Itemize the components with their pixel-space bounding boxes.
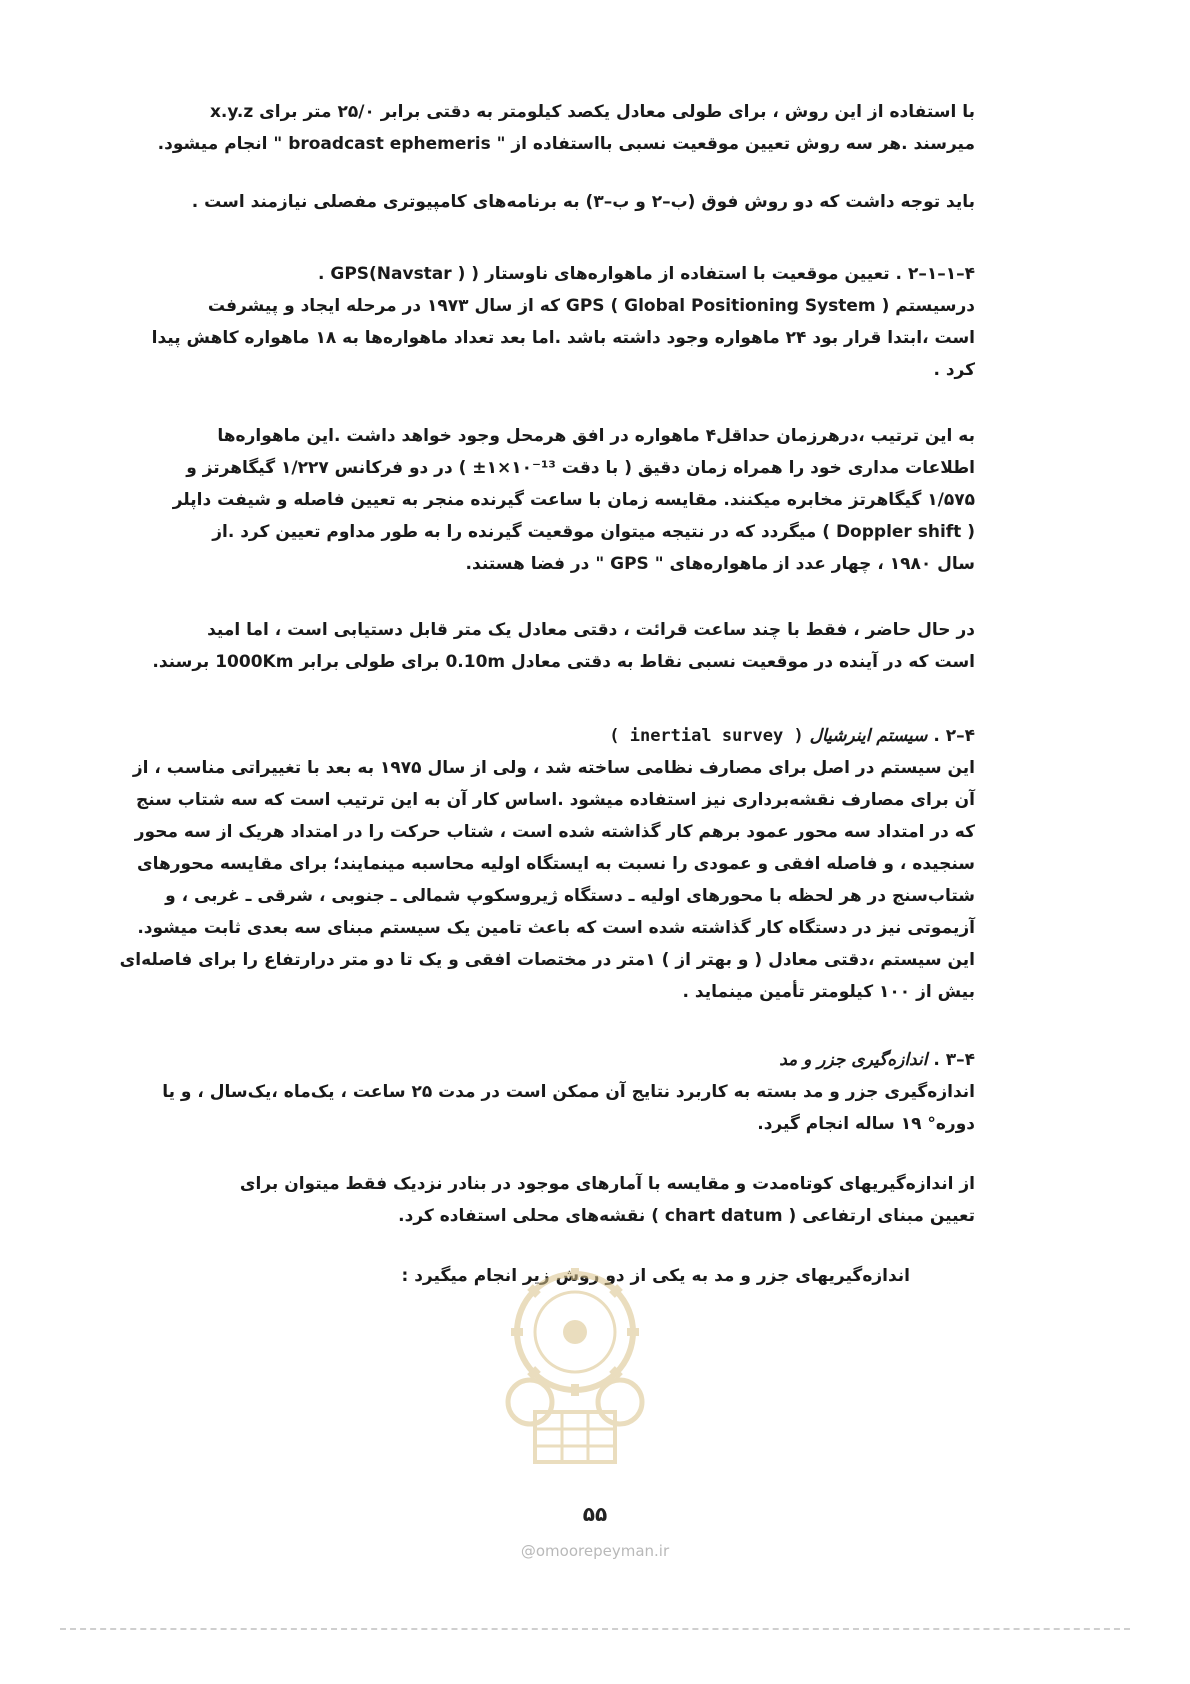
heading-title: سیستم اینرشیال: [809, 726, 928, 746]
paragraph-line: از اندازه‌گیریهای کوتاه‌مدت و مقایسه با آمارهای موجود در بنادر نزدیک فقط میتوان برای: [239, 1174, 975, 1194]
paragraph-satellite-visibility: [172, 420, 975, 580]
paragraph-line: درسیستم GPS ( Global Positioning System ) که از سال ۱۹۷۳ در مرحله ایجاد و پیشرفت: [207, 296, 975, 316]
paragraph-line: این سیستم ،دقتی معادل ( و بهتر از ) ۱متر در مختصات افقی و یک تا دو متر درارتفاع را برای فاصله‌ای: [119, 950, 975, 970]
paragraph-line: باید توجه داشت که دو روش فوق (ب–۲ و ب–۳) به برنامه‌های کامپیوتری مفصلی نیازمند است .: [191, 192, 975, 212]
paragraph-line: آزیموتی نیز در دستگاه کار گذاشته شده است که باعث تامین یک سیستم مبنای سه بعدی ثابت میشود.: [137, 918, 975, 938]
section-heading-tide: [779, 1044, 975, 1076]
paragraph-line: دوره° ۱۹ ساله انجام گیرد.: [757, 1114, 975, 1134]
paragraph-line: اندازه‌گیریهای جزر و مد به یکی از دو روش زیر انجام میگیرد :: [401, 1266, 910, 1286]
heading-number: ۴–۳ .: [927, 1050, 975, 1070]
paragraph-relative-positioning: [157, 96, 975, 160]
paragraph-line: شتاب‌سنج در هر لحظه با محورهای اولیه ـ دستگاه ژیروسکوپ شمالی ـ جنوبی ، شرقی ـ غربی ، و: [165, 886, 975, 906]
paragraph-line: به این ترتیب ،درهرزمان حداقل۴ ماهواره در افق هرمحل وجود خواهد داشت .این ماهواره‌ها: [217, 426, 975, 446]
watermark-seal-icon: [490, 1262, 660, 1482]
paragraph-line: اندازه‌گیری جزر و مد بسته به کاربرد نتایج آن ممکن است در مدت ۲۵ ساعت ، یک‌ماه ،یک‌سال ، و یا: [162, 1082, 975, 1102]
paragraph-line: میرسند .هر سه روش تعیین موقعیت نسبی بااستفاده از " broadcast ephemeris " انجام میشود.: [157, 134, 975, 154]
paragraph-line: بیش از ۱۰۰ کیلومتر تأمین مینماید .: [682, 982, 975, 1002]
paragraph-line: که در امتداد سه محور عمود برهم کار گذاشته شده است ، شتاب حرکت را در امتداد هریک از سه محور: [134, 822, 975, 842]
paragraph-line: است ،ابتدا قرار بود ۲۴ ماهواره وجود داشته باشد .اما بعد تعداد ماهواره‌ها به ۱۸ ماهواره کاهش پیدا: [151, 328, 975, 348]
paragraph-line: در حال حاضر ، فقط با چند ساعت قرائت ، دقتی معادل یک متر قابل دستیابی است ، اما امید: [207, 620, 975, 640]
paragraph-line: آن برای مصارف نقشه‌برداری نیز استفاده میشود .اساس کار آن به این ترتیب است که سه شتاب سنج: [135, 790, 975, 810]
paragraph-inertial-system: [119, 752, 975, 1008]
paragraph-line: سال ۱۹۸۰ ، چهار عدد از ماهواره‌های " GPS " در فضا هستند.: [465, 554, 975, 574]
watermark-url: @omoorepeyman.ir: [520, 1542, 670, 1560]
heading-english: ( inertial survey ): [609, 726, 804, 746]
paragraph-line: سنجیده ، و فاصله افقی و عمودی را نسبت به ایستگاه اولیه محاسبه مینمایند؛ برای مقایسه محورهای: [137, 854, 975, 874]
paragraph-chart-datum: [205, 1168, 975, 1232]
paragraph-line: اطلاعات مداری خود را همراه زمان دقیق ( با دقت ¹³⁻۱۰×۱± ) در دو فرکانس ۱/۲۲۷ گیگاهرتز و: [186, 458, 975, 478]
paragraph-tide-measurement: [162, 1076, 975, 1140]
section-heading-gps: ۴–۱–۱–۲ . تعیین موقعیت با استفاده از ماهواره‌های ناوستار ( GPS(Navstar ) .: [317, 264, 975, 284]
paragraph-line: کرد .: [933, 360, 975, 380]
paragraph-line: است که در آینده در موقعیت نسبی نقاط به دقتی معادل 0.10m برای طولی برابر 1000Km برسند.: [152, 652, 975, 672]
heading-title: اندازه‌گیری جزر و مد: [779, 1050, 928, 1070]
paragraph-line: این سیستم در اصل برای مصارف نظامی ساخته شد ، ولی از سال ۱۹۷۵ به بعد با تغییراتی مناسب ، از: [132, 758, 975, 778]
paragraph-computer-programs: [191, 186, 975, 218]
paragraph-line: با استفاده از این روش ، برای طولی معادل یکصد کیلومتر به دقتی برابر ۲۵/۰ متر برای x.y.z: [209, 102, 975, 122]
paragraph-gps-system: [151, 290, 975, 386]
footer-divider: [60, 1628, 1130, 1630]
paragraph-current-accuracy: [152, 614, 975, 678]
page-number: ۵۵: [582, 1502, 608, 1526]
paragraph-line: تعیین مبنای ارتفاعی ( chart datum ) نقشه‌های محلی استفاده کرد.: [398, 1206, 975, 1226]
paragraph-line: ۱/۵۷۵ گیگاهرتز مخابره میکنند. مقایسه زمان با ساعت گیرنده منجر به تعیین فاصله و شیفت داپلر: [172, 490, 975, 510]
section-heading-inertial: [609, 720, 975, 752]
heading-number: ۴–۲ .: [927, 726, 975, 746]
paragraph-line: ( Doppler shift ) میگردد که در نتیجه میتوان موقعیت گیرنده را به طور مداوم تعیین کرد .از: [212, 522, 975, 542]
